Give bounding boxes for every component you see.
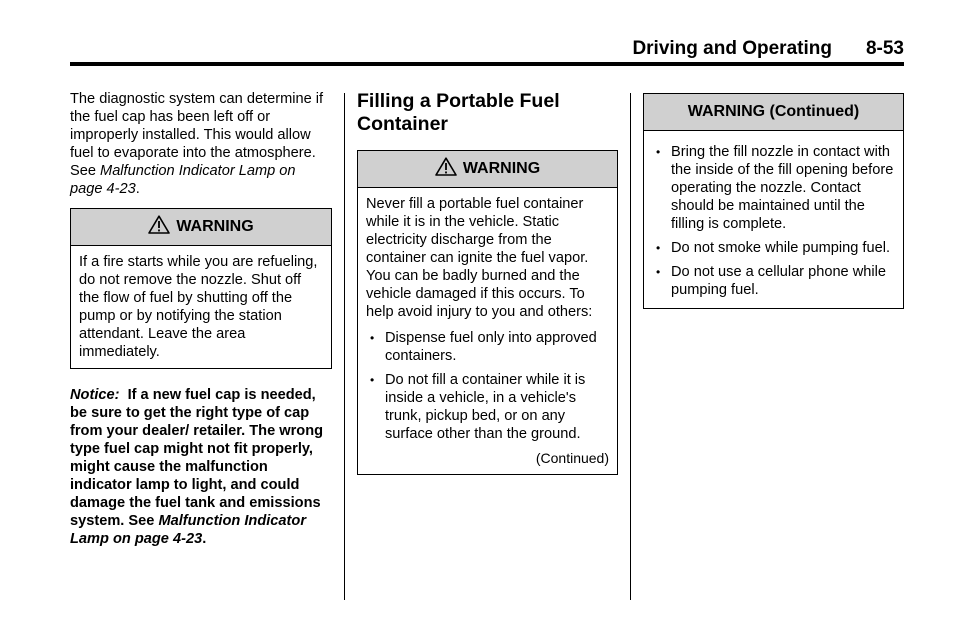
list-item: • Do not smoke while pumping fuel. <box>652 239 895 257</box>
warning-text: Never fill a portable fuel container while it is in the vehicle. Static electricity discharge from the container can ignite the fuel vapor. You can be badly burned and the vehicle damaged if this occurs. To help avoid injury to you and others: <box>366 196 593 320</box>
notice-reference: Malfunction Indicator Lamp on page 4-23 <box>70 513 306 547</box>
notice-paragraph <box>70 386 332 548</box>
continued-warning-box <box>643 93 904 309</box>
list-item: • Bring the fill nozzle in contact with the inside of the fill opening before operating the nozzle. Contact should be maintained until the filling is complete. <box>652 143 895 233</box>
column-divider <box>630 93 631 600</box>
header-rule <box>70 62 904 66</box>
warning-header <box>358 151 617 188</box>
warning-header <box>71 209 331 246</box>
warning-header <box>644 94 903 131</box>
warning-body <box>358 188 617 474</box>
continued-label: (Continued) <box>535 450 609 466</box>
section-heading: Filling a Portable Fuel Container <box>357 90 560 135</box>
column-2 <box>357 90 618 475</box>
column-3 <box>643 93 904 309</box>
page-number: 8-53 <box>865 38 904 59</box>
intro-text: The diagnostic system can determine if the fuel cap has been left off or improperly installed. This would allow fuel to evaporate into the atmosphere. See <box>70 91 324 179</box>
warning-bullets <box>652 143 895 299</box>
notice-label: Notice: <box>70 387 120 403</box>
warning-body: If a fire starts while you are refueling, do not remove the nozzle. Shut off the flow of fuel by shutting off the pump or by notifying the station attendant. Leave the area immediately. <box>79 254 318 360</box>
list-item: • Do not fill a container while it is inside a vehicle, in a vehicle's trunk, pickup bed, or on any surface other than the ground. <box>366 371 609 443</box>
container-warning-box <box>357 150 618 475</box>
notice-end: . <box>202 531 207 547</box>
intro-end: . <box>135 181 140 197</box>
notice-text: If a new fuel cap is needed, be sure to get the right type of cap from your dealer/ retailer. The wrong type fuel cap might not fit properly, might cause the malfunction indicator lamp to light, and could damage the fuel tank and emissions system. See <box>70 387 324 529</box>
warning-title: WARNING <box>462 160 541 177</box>
warning-triangle-icon <box>148 212 170 248</box>
column-1 <box>70 90 332 548</box>
column-divider <box>344 93 345 600</box>
list-item: • Dispense fuel only into approved containers. <box>366 329 609 365</box>
intro-reference: Malfunction Indicator Lamp on page 4-23 <box>70 163 296 197</box>
warning-title: WARNING <box>176 218 254 235</box>
list-item: • Do not use a cellular phone while pumping fuel. <box>652 263 895 299</box>
intro-paragraph <box>70 90 332 198</box>
page-header <box>632 38 904 60</box>
warning-bullets <box>366 329 609 443</box>
section-title: Driving and Operating <box>632 38 832 59</box>
warning-triangle-icon <box>435 154 457 190</box>
fire-warning-box <box>70 208 332 369</box>
warning-body <box>644 131 903 308</box>
warning-title: WARNING (Continued) <box>687 103 860 120</box>
